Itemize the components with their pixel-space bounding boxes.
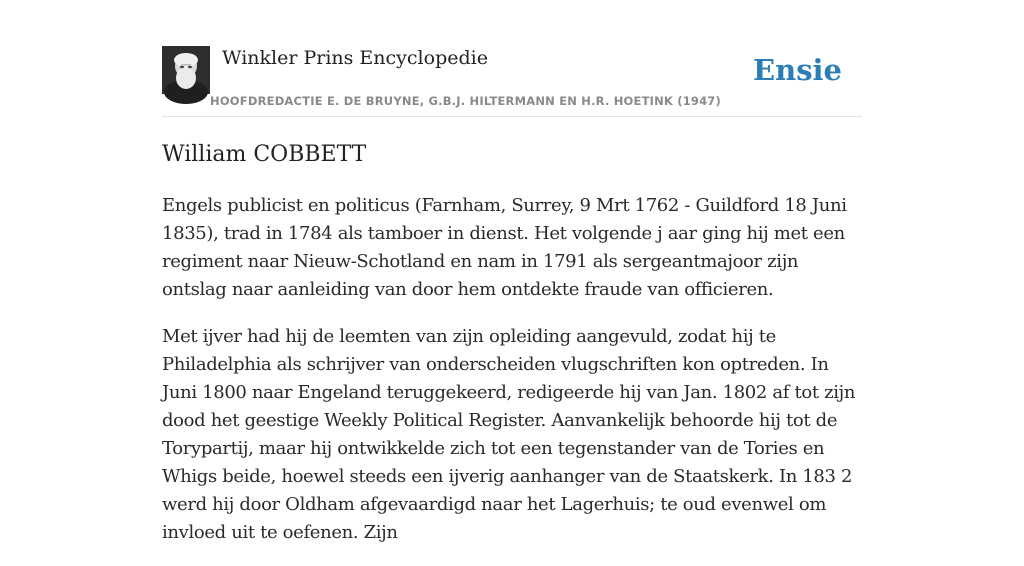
article-paragraph-2: Met ijver had hij de leemten van zijn opleiding aangevuld, zodat hij te Philadelphia als schrijver van onderscheiden vlugschriften kon optreden. In Juni 1800 naar Engeland teruggekeerd, redigeerde hij van Jan. 1802 af tot zijn dood het geestige Weekly Political Register. Aanvankelijk behoorde hij tot de Torypartij, maar hij ontwikkelde zich tot een tegenstander van de Tories en Whigs beide, hoewel steeds een ijverig aanhanger van de Staatskerk. In 183 2 werd hij door Oldham afgevaardigd naar het Lagerhuis; te oud evenwel om invloed uit te oefenen. Zijn <box>162 326 856 543</box>
source-title[interactable]: Winkler Prins Encyclopedie <box>222 47 488 69</box>
bearded-man-portrait-icon[interactable] <box>162 46 210 94</box>
article-body <box>162 192 864 566</box>
source-header <box>162 40 862 117</box>
ensie-logo[interactable]: Ensie <box>753 53 842 87</box>
source-subtitle: HOOFDREDACTIE E. DE BRUYNE, G.B.J. HILTERMANN EN H.R. HOETINK (1947) <box>210 94 721 108</box>
article-paragraph-1: Engels publicist en politicus (Farnham, Surrey, 9 Mrt 1762 - Guildford 18 Juni 1835), trad in 1784 als tamboer in dienst. Het volgende j aar ging hij met een regiment naar Nieuw-Schotland en nam in 1791 als sergeantmajoor zijn ontslag naar aanleiding van door hem ontdekte fraude van officieren. <box>162 195 847 300</box>
article-title: William COBBETT <box>162 142 367 167</box>
